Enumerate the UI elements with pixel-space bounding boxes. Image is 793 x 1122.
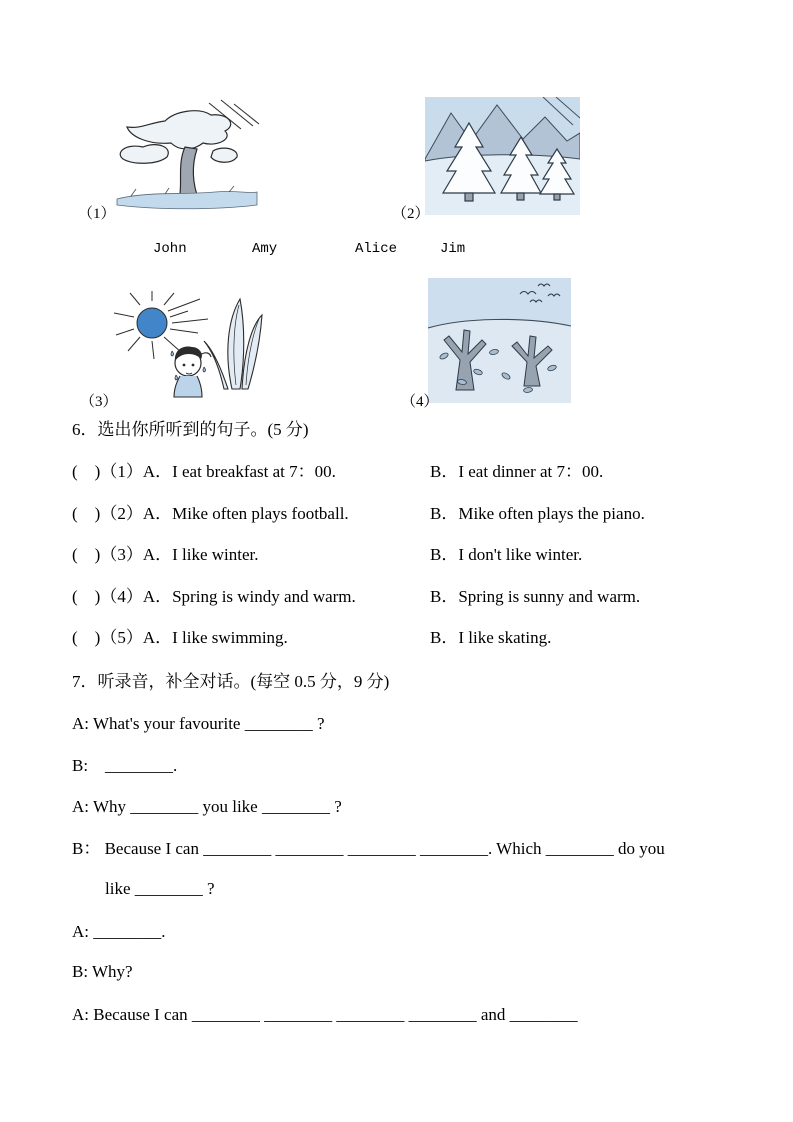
autumn-illustration [428,278,571,403]
picture-3-label: （3） [80,394,118,410]
picture-4-label: （4） [401,394,439,410]
section6-question-5 [72,626,551,650]
name-amy: Amy [252,241,278,257]
dialogue-line-8: A: Because I can ________ ________ ________ ________ and ________ [72,1005,578,1024]
name-jim: Jim [440,241,466,257]
dialogue-line-1: A: What's your favourite ________ ? [72,714,325,733]
picture-autumn-trees [428,278,571,403]
dialogue-line-5: like ________ ? [105,879,215,898]
name-john: John [153,241,187,257]
question-5-option-b: B．I like skating. [430,628,552,647]
question-4-option-b: B．Spring is sunny and warm. [430,587,641,606]
question-2-option-a: ( )（2）A．Mike often plays football. [72,504,349,523]
name-alice: Alice [355,241,398,257]
windy-tree-illustration [113,99,261,215]
question-1-option-a: ( )（1）A．I eat breakfast at 7：00. [72,462,336,481]
section6-question-2 [72,502,645,526]
dialogue-line-3: A: Why ________ you like ________ ? [72,797,342,816]
picture-2-label: （2） [392,206,430,222]
question-3-option-b: B．I don't like winter. [430,545,583,564]
picture-windy-tree [113,99,261,215]
question-2-option-b: B．Mike often plays the piano. [430,504,645,523]
picture-1-label: （1） [78,206,116,222]
winter-illustration [425,97,580,215]
section6-title: 6．选出你所听到的句子。(5 分) [72,420,309,439]
dialogue-line-6: A: ________. [72,922,166,941]
section7-title: 7．听录音，补全对话。(每空 0.5 分，9 分) [72,672,390,691]
dialogue-line-7: B: Why? [72,962,133,981]
question-4-option-a: ( )（4）A．Spring is windy and warm. [72,587,356,606]
question-5-option-a: ( )（5）A．I like swimming. [72,628,288,647]
question-3-option-a: ( )（3）A．I like winter. [72,545,259,564]
picture-hot-sun [112,289,265,405]
picture-snowy-mountains [425,97,580,215]
question-1-option-b: B．I eat dinner at 7：00. [430,462,604,481]
section6-question-1 [72,460,603,484]
section6-question-3 [72,543,582,567]
dialogue-line-2: B: ________. [72,756,178,775]
dialogue-line-4: B： Because I can ________ ________ ________ ________. Which ________ do you [72,839,665,858]
section6-question-4 [72,585,640,609]
summer-illustration [112,289,265,405]
ground-icon [428,319,571,403]
